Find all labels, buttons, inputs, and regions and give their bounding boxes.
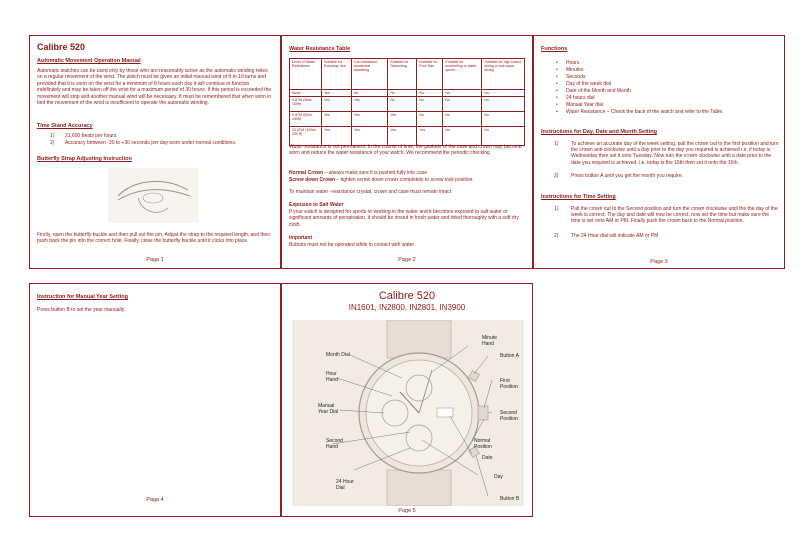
list-item: Seconds bbox=[566, 74, 586, 80]
table-cell: Suitable for Pool Size bbox=[417, 59, 443, 90]
date-label: Date bbox=[482, 455, 493, 461]
page-number: Page 5 bbox=[398, 508, 416, 514]
manual-year-dial-label: Manual Year Dial bbox=[318, 403, 339, 415]
table-cell: No bbox=[482, 90, 525, 97]
table-cell: No bbox=[443, 112, 482, 127]
page-2 bbox=[281, 35, 533, 269]
bullet-icon: • bbox=[556, 95, 558, 101]
table-cell: No bbox=[482, 127, 525, 146]
table-cell: Yes bbox=[351, 112, 387, 127]
page-1 bbox=[29, 35, 281, 269]
table-cell: Yes bbox=[351, 97, 387, 112]
bullet-icon: • bbox=[556, 109, 558, 115]
table-cell: No bbox=[417, 90, 443, 97]
paragraph: Automatic watches can be used only by those who are reasonably active as the automatic winding relies on a regular movement of the wrist. The watch must be given an initial manual wind of 8 to 10 turns and provided that it is worn on the wrist for a minimum of 8 hours each day it will continue to function indefinitely and may be taken off the wrist for a maximum period of 30 hours. If this period is exceeded the movement will stop and another manual wind will be necessary. It must be remembered that when worn in bed the movement of the wrist is insufficient to operate the automatic winding. bbox=[37, 68, 272, 107]
table-cell: Suitable for Everyday use bbox=[321, 59, 351, 90]
list-item: Accuracy between -30 to +30 seconds per day worn under normal conditions. bbox=[65, 140, 237, 146]
note-text: – always make sure it is pushed fully into case bbox=[323, 170, 428, 176]
list-number: 2) bbox=[50, 140, 55, 146]
section-heading: Important bbox=[289, 235, 313, 241]
day-label: Day bbox=[494, 474, 503, 480]
second-position-label: Second Position bbox=[500, 410, 518, 422]
bullet-icon: • bbox=[556, 88, 558, 94]
table-cell: No bbox=[443, 127, 482, 146]
paragraph: If your watch is designed for sports or working in the water and it becomes exposed to salt water or significant amounts of perspiration, it should be rinsed in fresh water and dried thoroughly with a soft dry cloth. bbox=[289, 209, 519, 228]
page-3 bbox=[533, 35, 785, 269]
bullet-icon: • bbox=[556, 67, 558, 73]
table-cell: Yes bbox=[321, 112, 351, 127]
crown-note bbox=[289, 170, 525, 176]
24-hour-dial-label: 24 Hour Dial bbox=[336, 479, 354, 491]
paragraph: Firstly, open the butterfly buckle and then pull out the pin. Adjust the strap to the required length, and then push back the pin into the correct hole. Finally, close the butterfly buckle until it clicks into place. bbox=[37, 232, 271, 245]
table-cell: No bbox=[351, 90, 387, 97]
table-cell: None bbox=[290, 90, 322, 97]
section-heading: Instructions for Day, Date and Month Setting bbox=[541, 129, 658, 135]
page-number: Page 1 bbox=[146, 257, 164, 263]
table-cell: No bbox=[417, 97, 443, 112]
paragraph: To maintain water –resistance crystal, crown and case must remain intact bbox=[289, 189, 452, 195]
table-cell: No bbox=[482, 112, 525, 127]
first-position-label: First Position bbox=[500, 378, 518, 390]
section-heading: Automatic Movement Operation Manual bbox=[37, 58, 141, 64]
table-cell: Yes bbox=[351, 127, 387, 146]
section-heading: Instruction for Manual Year Setting bbox=[37, 294, 128, 300]
table-cell: No bbox=[388, 90, 417, 97]
model-numbers: IN1601, IN2800, IN2801, IN3900 bbox=[348, 303, 466, 312]
month-dial-label: Month Dial bbox=[326, 352, 350, 358]
list-item: 21,600 beats per hours bbox=[65, 133, 117, 139]
bullet-icon: • bbox=[556, 74, 558, 80]
list-item: Hours bbox=[566, 60, 580, 66]
table-cell: No bbox=[443, 90, 482, 97]
hour-hand-label: Hour Hand bbox=[326, 371, 338, 383]
table-row bbox=[290, 127, 525, 146]
list-item: Manual Year dial bbox=[566, 102, 603, 108]
butterfly-buckle-illustration bbox=[108, 168, 198, 223]
table-cell: Yes bbox=[321, 97, 351, 112]
table-cell: Suitable for snorkelling or water sports bbox=[443, 59, 482, 90]
list-item: To achieve an accurate day of the week setting, pull the crown out to the first position and turn the crown anti-clockwise until a day prior to the day you required is achieved i.e. if today is Wednesday then set it onto Tuesday. Now turn the crown clockwise until a date prior to the date you required is achieved. i.e. today is the 16th then set it onto the 15th. bbox=[571, 141, 779, 166]
table-cell: Yes bbox=[321, 90, 351, 97]
bold-label: Normal Crown bbox=[289, 170, 324, 176]
page-number: Page 4 bbox=[146, 497, 164, 503]
table-cell: Level of Water Resistance bbox=[290, 59, 322, 90]
section-heading: Instructions for Time Setting bbox=[541, 194, 616, 200]
table-cell: Yes bbox=[388, 112, 417, 127]
second-hand-label: Second Hand bbox=[326, 438, 343, 450]
table-cell: No bbox=[417, 112, 443, 127]
section-heading: Exposure to Salt Water bbox=[289, 202, 344, 208]
list-item: Pull the crown out to the Second position and turn the crown clockwise until the the day of the week is correct. The day and date will now be correct, now set the time but make sure the time is set onto AM or PM. Finally push the crown back to the Normal position. bbox=[571, 206, 778, 225]
bold-label: Screw down Crown bbox=[289, 177, 336, 183]
button-a-label: Button A bbox=[500, 353, 519, 359]
table-cell: Yes bbox=[321, 127, 351, 146]
bullet-icon: • bbox=[556, 102, 558, 108]
list-number: 2) bbox=[554, 173, 559, 179]
list-item: The 24 Hour dial will indicate AM or PM bbox=[571, 233, 659, 239]
table-row bbox=[290, 90, 525, 97]
table-cell: No bbox=[443, 97, 482, 112]
table-cell: Suitable for Swimming bbox=[388, 59, 417, 90]
list-number: 2) bbox=[554, 233, 559, 239]
list-item: Water Resistance – Check the back of the watch and refer to the Table. bbox=[566, 109, 724, 115]
page-title: Calibre 520 bbox=[378, 290, 436, 302]
table-cell: Can withstand accidental splashing bbox=[351, 59, 387, 90]
section-heading: Water Resistance Table bbox=[289, 46, 351, 52]
paragraph: Water resistance is not permanent. In the course of time, the gaskets of the case and crown may become worn and reduce the water resistance of your watch. We recommend the periodic checking bbox=[289, 144, 522, 157]
list-number: 1) bbox=[554, 141, 559, 147]
table-cell: Suitable for high board diving or sub-aqua diving bbox=[482, 59, 525, 90]
page-4 bbox=[29, 283, 281, 517]
section-heading: Time Stand Accuracy bbox=[37, 123, 93, 129]
page-number: Page 2 bbox=[398, 257, 416, 263]
paragraph: Buttons must not be operated while in contact with water bbox=[289, 242, 415, 248]
list-item: 24 hours dial bbox=[566, 95, 595, 101]
table-header-row bbox=[290, 59, 525, 90]
table-cell: Yes bbox=[388, 127, 417, 146]
note-text: – tighten screw down crown completely to screw lock position. bbox=[335, 177, 474, 183]
table-cell: 3 ATM (30m/ 100ft) bbox=[290, 97, 322, 112]
table-row bbox=[290, 112, 525, 127]
table-cell: 10 ATM (100m/ 330 ft) bbox=[290, 127, 322, 146]
list-number: 1) bbox=[554, 206, 559, 212]
list-item: Date of the Month and Month bbox=[566, 88, 631, 94]
crown-note bbox=[289, 177, 525, 183]
minute-hand-label: Minute Hand bbox=[482, 335, 498, 347]
table-cell: 5 ATM (50m/ 150ft) bbox=[290, 112, 322, 127]
table-cell: No bbox=[482, 97, 525, 112]
bullet-icon: • bbox=[556, 60, 558, 66]
list-item: Press button A until you get the month you require. bbox=[571, 173, 684, 179]
button-b-label: Button B bbox=[500, 496, 520, 502]
bullet-icon: • bbox=[556, 81, 558, 87]
list-item: Day of the week dial bbox=[566, 81, 612, 87]
table-cell: Yes bbox=[417, 127, 443, 146]
page-number: Page 3 bbox=[650, 259, 668, 265]
section-heading: Butterfly Strap Adjusting Instruction bbox=[37, 156, 132, 162]
table-row bbox=[290, 97, 525, 112]
page-5 bbox=[281, 283, 533, 517]
page-title: Calibre 520 bbox=[37, 42, 86, 52]
table-cell: No bbox=[388, 97, 417, 112]
normal-position-label: Normal Position bbox=[474, 438, 492, 450]
paragraph: Press button B to set the year manually. bbox=[37, 307, 126, 313]
section-heading: Functions bbox=[541, 46, 568, 52]
list-number: 1) bbox=[50, 133, 55, 139]
water-resistance-table bbox=[289, 58, 525, 146]
list-item: Minutes bbox=[566, 67, 584, 73]
